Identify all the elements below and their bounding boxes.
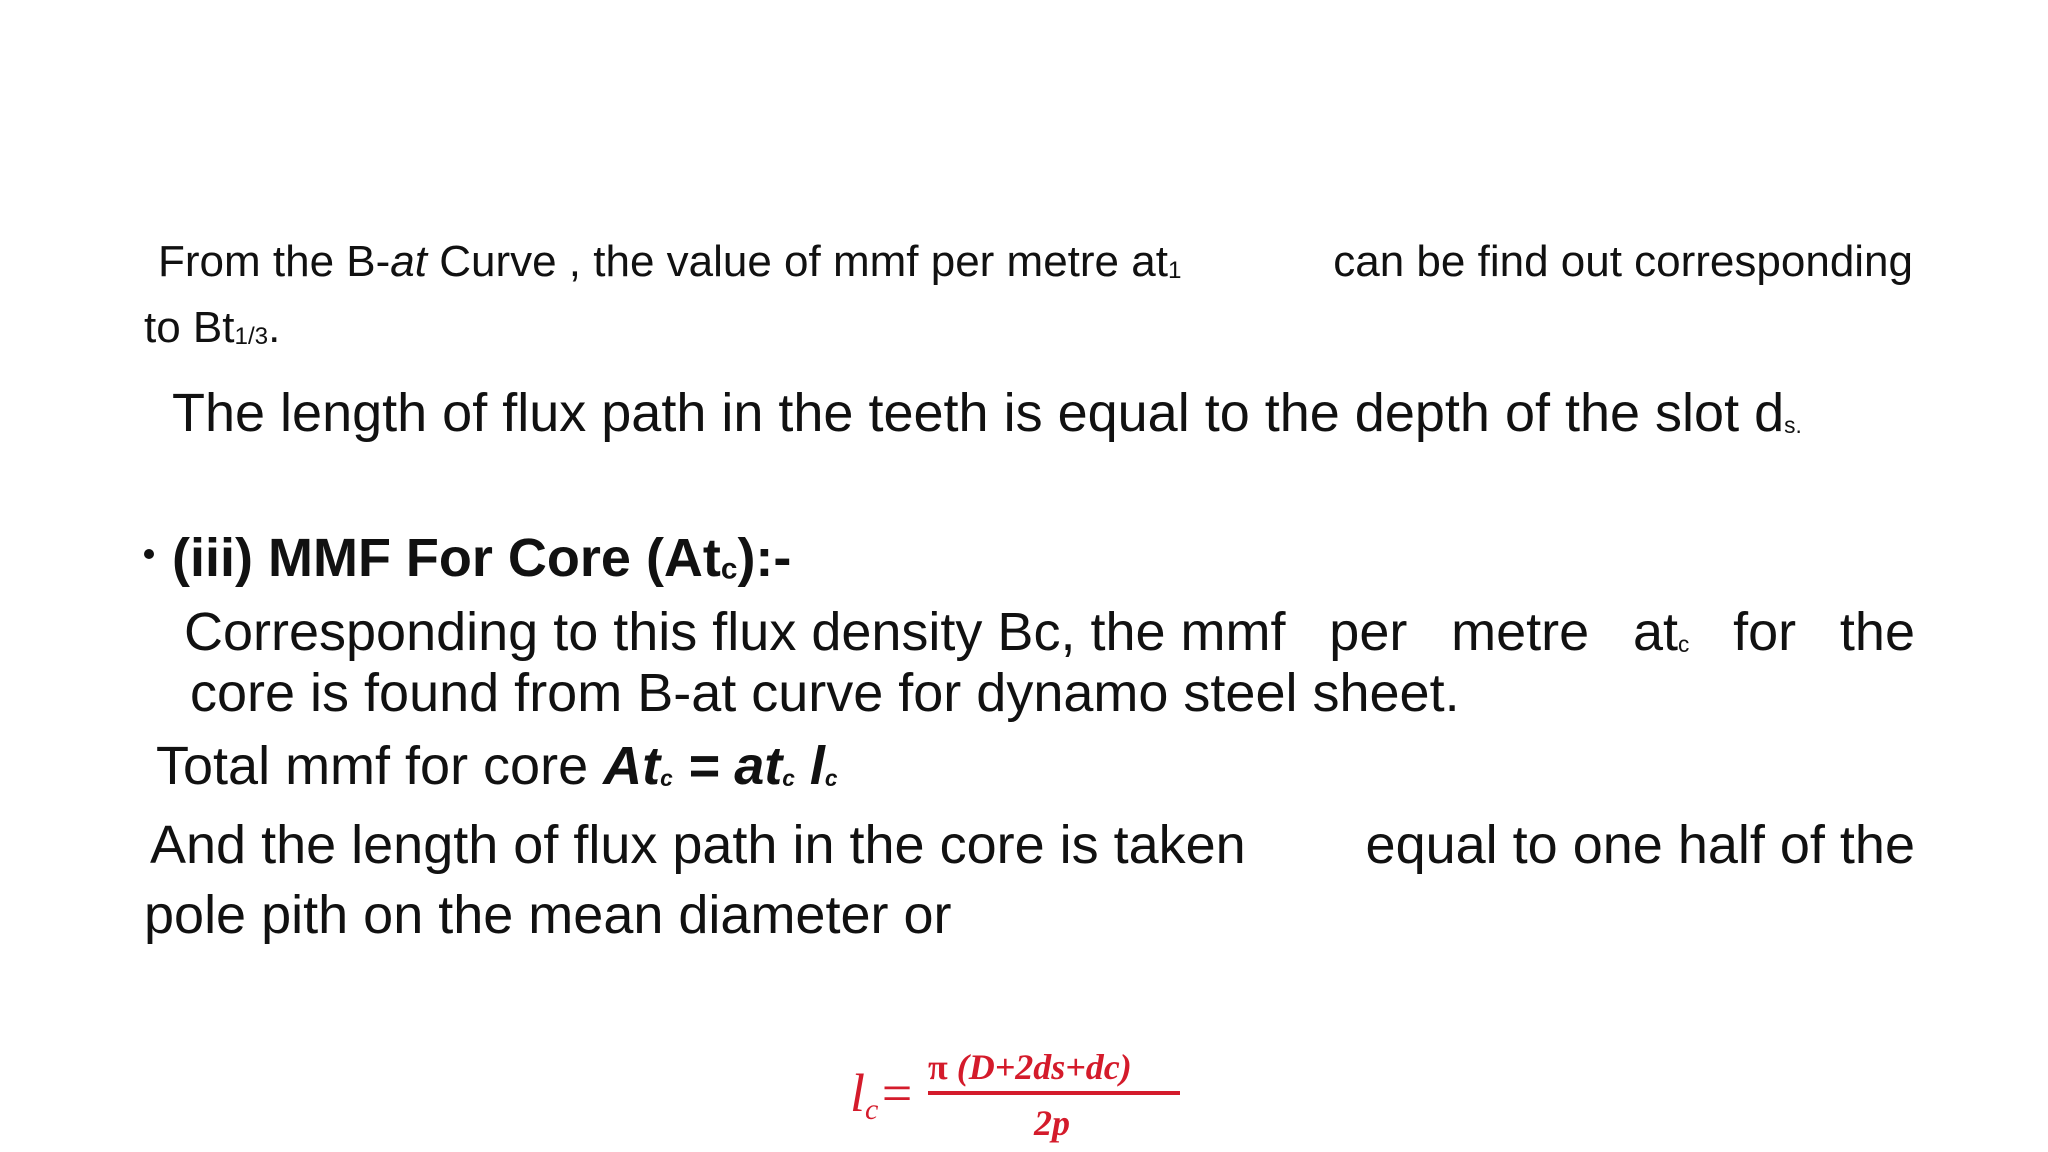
subscript: 1/3 xyxy=(234,322,269,350)
subscript: 1 xyxy=(1167,256,1182,284)
paragraph-teeth-flux-path xyxy=(172,383,1802,443)
paragraph-flux-density xyxy=(184,602,1915,662)
subscript: c xyxy=(865,1093,879,1126)
heading-text: (iii) MMF For Core (At xyxy=(172,528,721,588)
paragraph-core-length xyxy=(150,815,1915,875)
text-fragment: at xyxy=(390,237,427,286)
paragraph-bat-curve xyxy=(158,237,1913,286)
paragraph-core-length-line2: pole pith on the mean diameter or xyxy=(144,885,952,945)
equation-term: At xyxy=(603,736,661,796)
text-fragment: for xyxy=(1733,602,1797,662)
subscript: c xyxy=(1677,630,1690,657)
subscript: s. xyxy=(1784,411,1802,438)
bullet-icon xyxy=(144,549,154,559)
text-fragment: the xyxy=(1839,602,1915,662)
pi-symbol: π xyxy=(928,1047,948,1087)
text-fragment: equal to one half of the xyxy=(1365,815,1915,875)
subscript: c xyxy=(824,764,838,791)
heading-text: ):- xyxy=(737,528,792,588)
equation-term: = at xyxy=(672,736,783,796)
text-fragment: And the length of flux path in the core is taken xyxy=(150,815,1246,875)
text-fragment: . xyxy=(268,303,281,352)
fraction-bar xyxy=(928,1091,1180,1095)
heading-mmf-for-core xyxy=(144,528,792,588)
text-fragment: at xyxy=(1632,602,1678,662)
text-fragment: Curve , the value of mmf per metre at xyxy=(426,237,1168,286)
subscript: c xyxy=(720,552,738,586)
formula-denominator: 2p xyxy=(1034,1103,1070,1143)
paragraph-flux-density-line2: core is found from B-at curve for dynamo steel sheet. xyxy=(190,663,1460,723)
text-fragment: to Bt xyxy=(144,303,235,352)
subscript: c xyxy=(660,764,673,791)
text-fragment: Total mmf for core xyxy=(156,736,604,796)
text-fragment: per xyxy=(1329,602,1408,662)
paragraph-bat-curve-line2 xyxy=(144,303,281,352)
text-fragment: From the B- xyxy=(158,237,391,286)
paragraph-total-mmf xyxy=(156,736,838,796)
text-fragment: metre xyxy=(1451,602,1590,662)
text-fragment: The length of flux path in the teeth is equal to the depth of the slot d xyxy=(172,383,1785,443)
formula-lhs: lc= xyxy=(850,1063,915,1126)
formula-numerator: π (D+2ds+dc) xyxy=(928,1047,1132,1087)
core-length-formula xyxy=(850,1040,1220,1152)
equation-term: l xyxy=(794,736,825,796)
text-fragment: Corresponding to this flux density Bc, the mmf xyxy=(184,602,1286,662)
text-fragment: can be find out corresponding xyxy=(1333,237,1913,286)
subscript: c xyxy=(782,764,795,791)
